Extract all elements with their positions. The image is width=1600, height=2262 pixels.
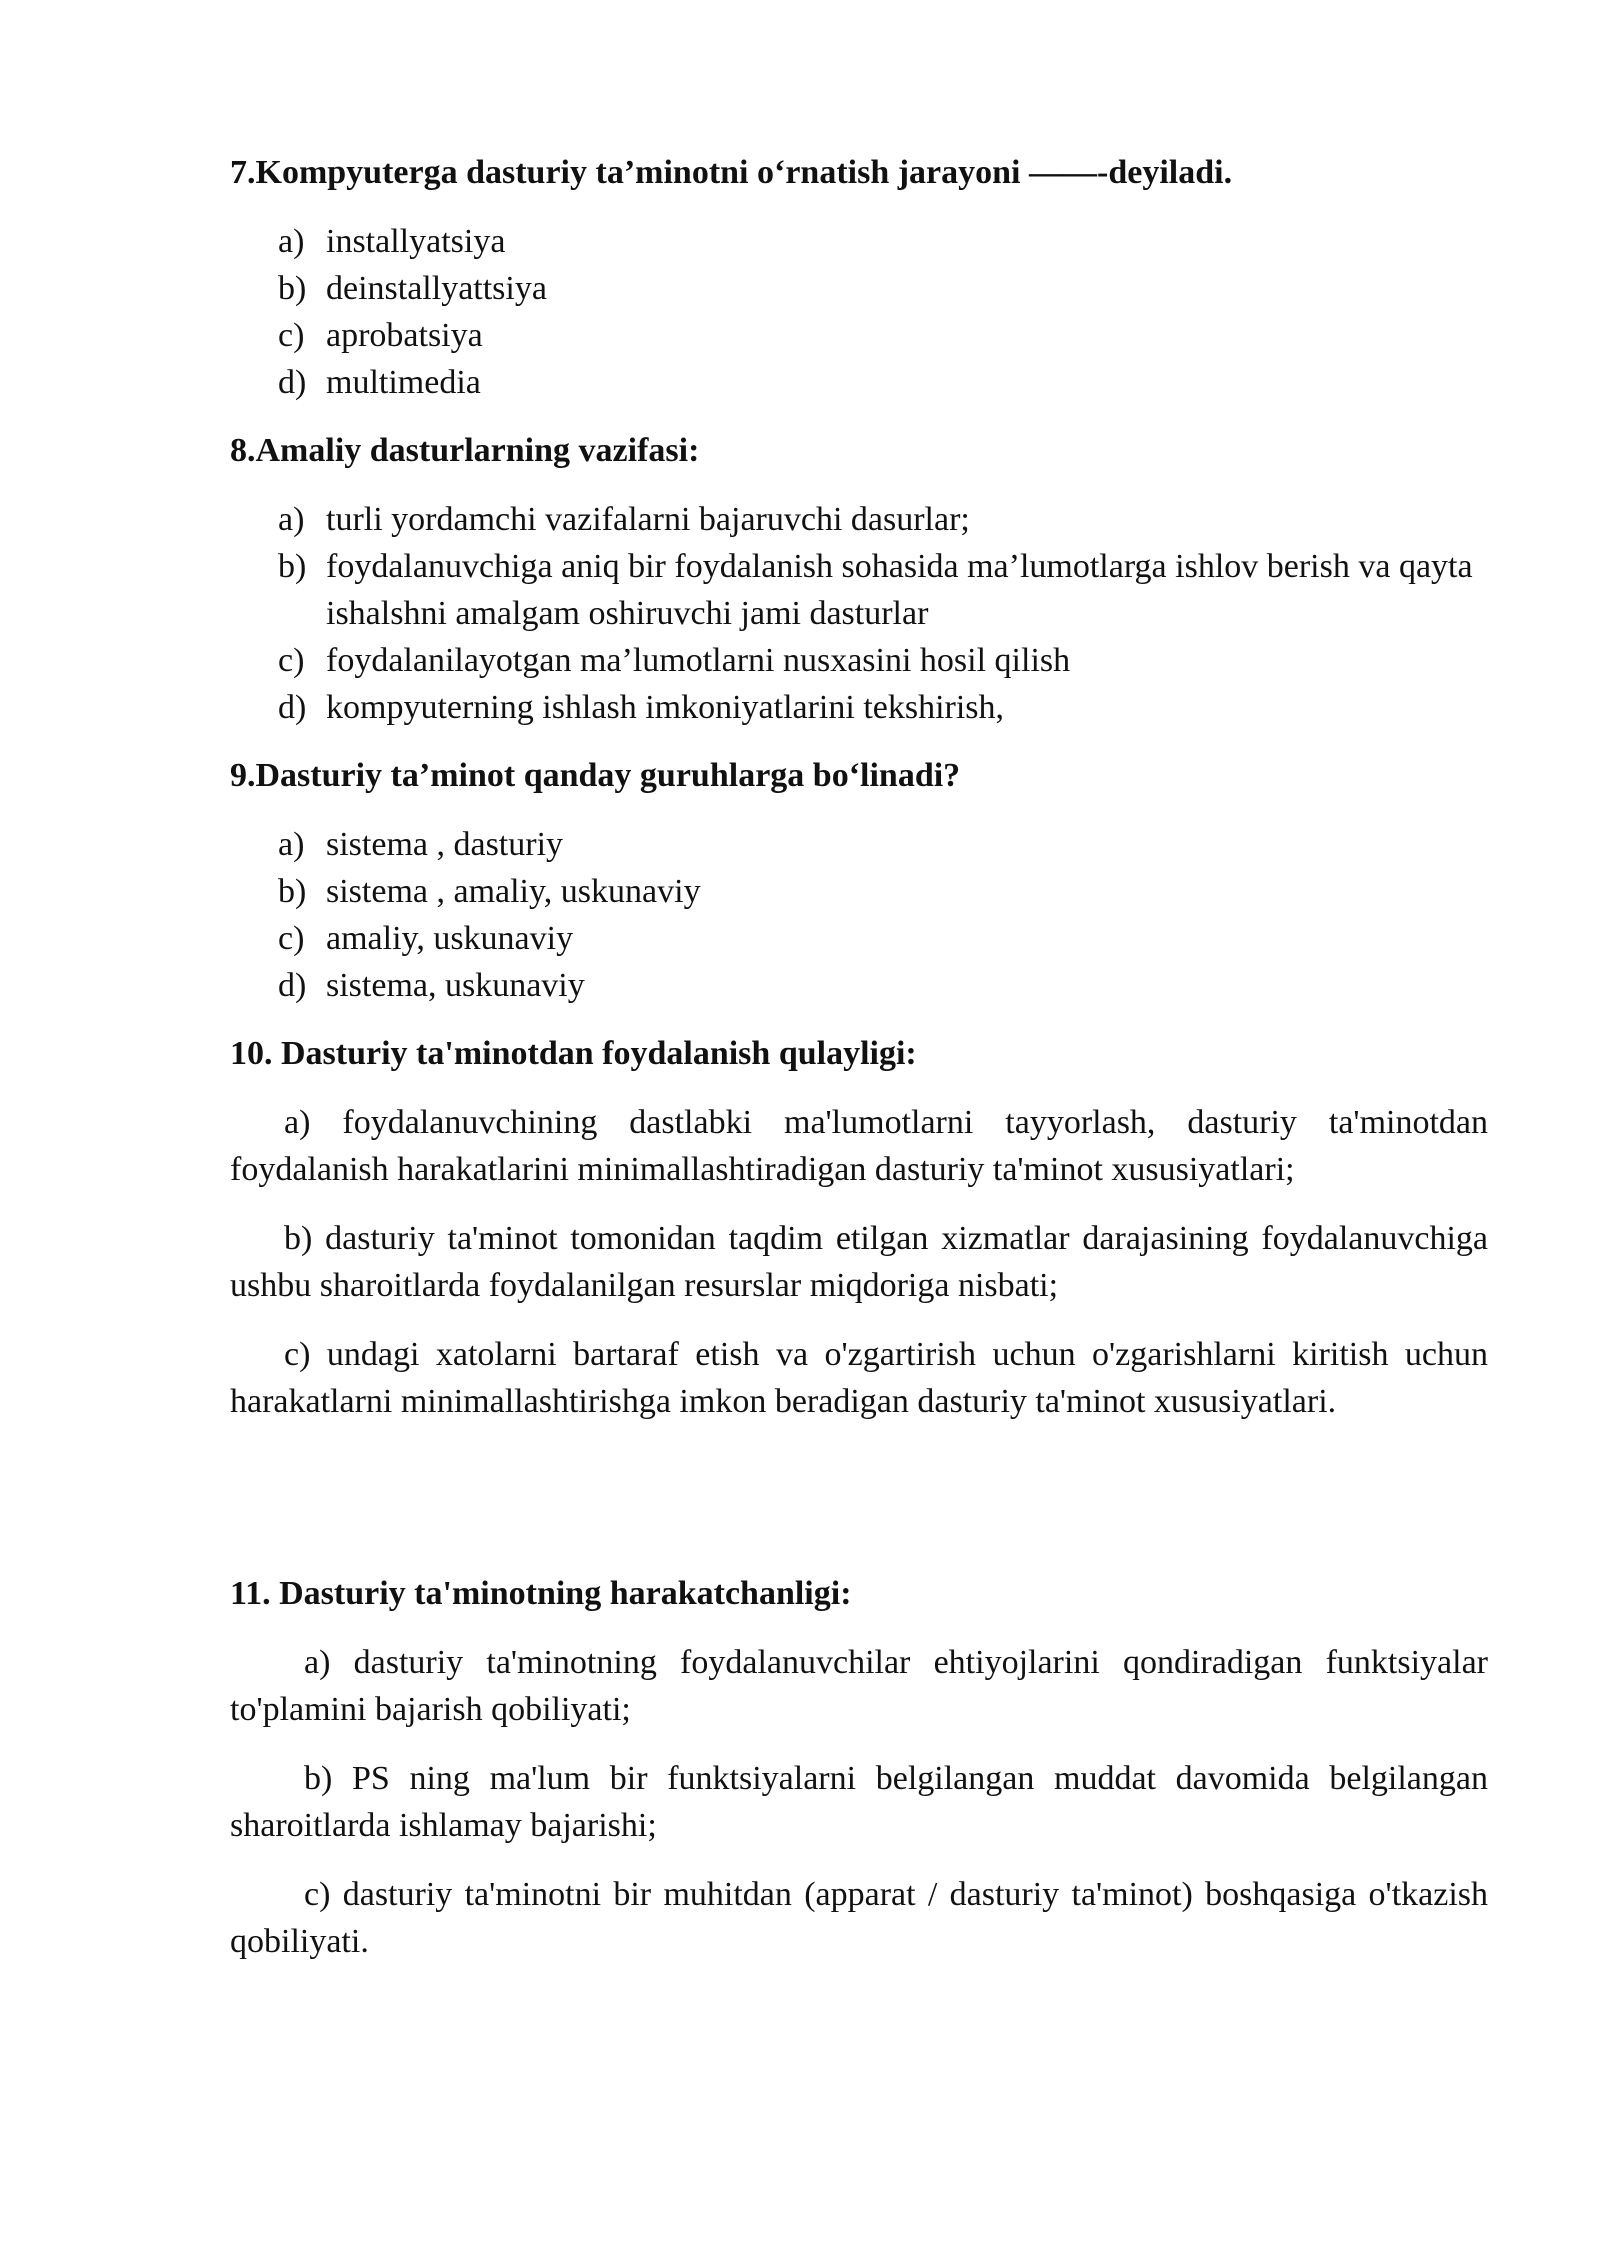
option-letter: a) xyxy=(278,826,305,863)
option-text: sistema, uskunaviy xyxy=(326,967,585,1004)
option-7d xyxy=(230,359,1488,406)
question-8 xyxy=(230,428,1488,731)
option-letter: b) xyxy=(278,270,307,307)
option-text: foydalanilayotgan ma’lumotlarni nusxasini hosil qilish xyxy=(326,642,1071,679)
option-9c xyxy=(230,915,1488,962)
option-7b xyxy=(230,265,1488,312)
answer-11b: b) PS ning ma'lum bir funktsiyalarni belgilangan muddat davomida belgilangan sharoitlarda ishlamay bajarishi; xyxy=(230,1760,1488,1844)
option-text: sistema , amaliy, uskunaviy xyxy=(326,873,701,910)
option-letter: d) xyxy=(278,967,307,1004)
question-9 xyxy=(230,753,1488,1009)
option-letter: c) xyxy=(278,642,305,679)
question-8-options xyxy=(230,496,1488,731)
question-7-options xyxy=(230,218,1488,406)
question-9-options xyxy=(230,821,1488,1009)
option-text: kompyuterning ishlash imkoniyatlarini tekshirish, xyxy=(326,689,1005,726)
answer-10a: a) foydalanuvchining dastlabki ma'lumotlarni tayyorlash, dasturiy ta'minotdan foydalanish harakatlarini minimallashtiradigan dasturiy ta'minot xususiyatlari; xyxy=(230,1104,1488,1188)
option-letter: c) xyxy=(278,317,305,354)
question-10-title: 10. Dasturiy ta'minotdan foydalanish qulayligi: xyxy=(230,1035,917,1072)
option-letter: b) xyxy=(278,873,307,910)
option-text: multimedia xyxy=(326,364,481,401)
option-letter: d) xyxy=(278,689,307,726)
option-text: turli yordamchi vazifalarni bajaruvchi dasurlar; xyxy=(326,501,970,538)
option-8c xyxy=(230,637,1488,684)
option-letter: b) xyxy=(278,548,307,585)
option-7c xyxy=(230,312,1488,359)
option-8d xyxy=(230,684,1488,731)
answer-10c: c) undagi xatolarni bartaraf etish va o'zgartirish uchun o'zgarishlarni kiritish uchun harakatlarni minimallashtirishga imkon beradigan dasturiy ta'minot xususiyatlari. xyxy=(230,1336,1488,1420)
answer-10b: b) dasturiy ta'minot tomonidan taqdim etilgan xizmatlar darajasining foydalanuvchiga ushbu sharoitlarda foydalanilgan resurslar miqdoriga nisbati; xyxy=(230,1220,1488,1304)
option-9a xyxy=(230,821,1488,868)
option-letter: a) xyxy=(278,223,305,260)
option-text: installyatsiya xyxy=(326,223,506,260)
option-9d xyxy=(230,962,1488,1009)
option-7a xyxy=(230,218,1488,265)
option-letter: a) xyxy=(278,501,305,538)
option-text: foydalanuvchiga aniq bir foydalanish sohasida ma’lumotlarga ishlov berish va qayta ishalshni amalgam oshiruvchi jami dasturlar xyxy=(326,548,1473,632)
question-11 xyxy=(230,1571,1488,1965)
blank-space xyxy=(230,1447,1488,1571)
question-7 xyxy=(230,150,1488,406)
option-8a xyxy=(230,496,1488,543)
answer-11c: c) dasturiy ta'minotni bir muhitdan (apparat / dasturiy ta'minot) boshqasiga o'tkazish qobiliyati. xyxy=(230,1876,1488,1960)
option-8b xyxy=(230,543,1488,637)
question-11-title: 11. Dasturiy ta'minotning harakatchanligi: xyxy=(230,1575,852,1612)
option-9b xyxy=(230,868,1488,915)
question-8-title: 8.Amaliy dasturlarning vazifasi: xyxy=(230,432,700,469)
option-text: amaliy, uskunaviy xyxy=(326,920,574,957)
question-9-title: 9.Dasturiy ta’minot qanday guruhlarga bo‘linadi? xyxy=(230,757,961,794)
option-text: aprobatsiya xyxy=(326,317,483,354)
answer-11a: a) dasturiy ta'minotning foydalanuvchilar ehtiyojlarini qondiradigan funktsiyalar to'plamini bajarish qobiliyati; xyxy=(230,1644,1488,1728)
option-text: deinstallyattsiya xyxy=(326,270,547,307)
option-text: sistema , dasturiy xyxy=(326,826,564,863)
question-10 xyxy=(230,1031,1488,1425)
question-7-title: 7.Kompyuterga dasturiy ta’minotni o‘rnatish jarayoni ——-deyiladi. xyxy=(230,154,1233,191)
option-letter: d) xyxy=(278,364,307,401)
document-page xyxy=(230,150,1488,1987)
option-letter: c) xyxy=(278,920,305,957)
